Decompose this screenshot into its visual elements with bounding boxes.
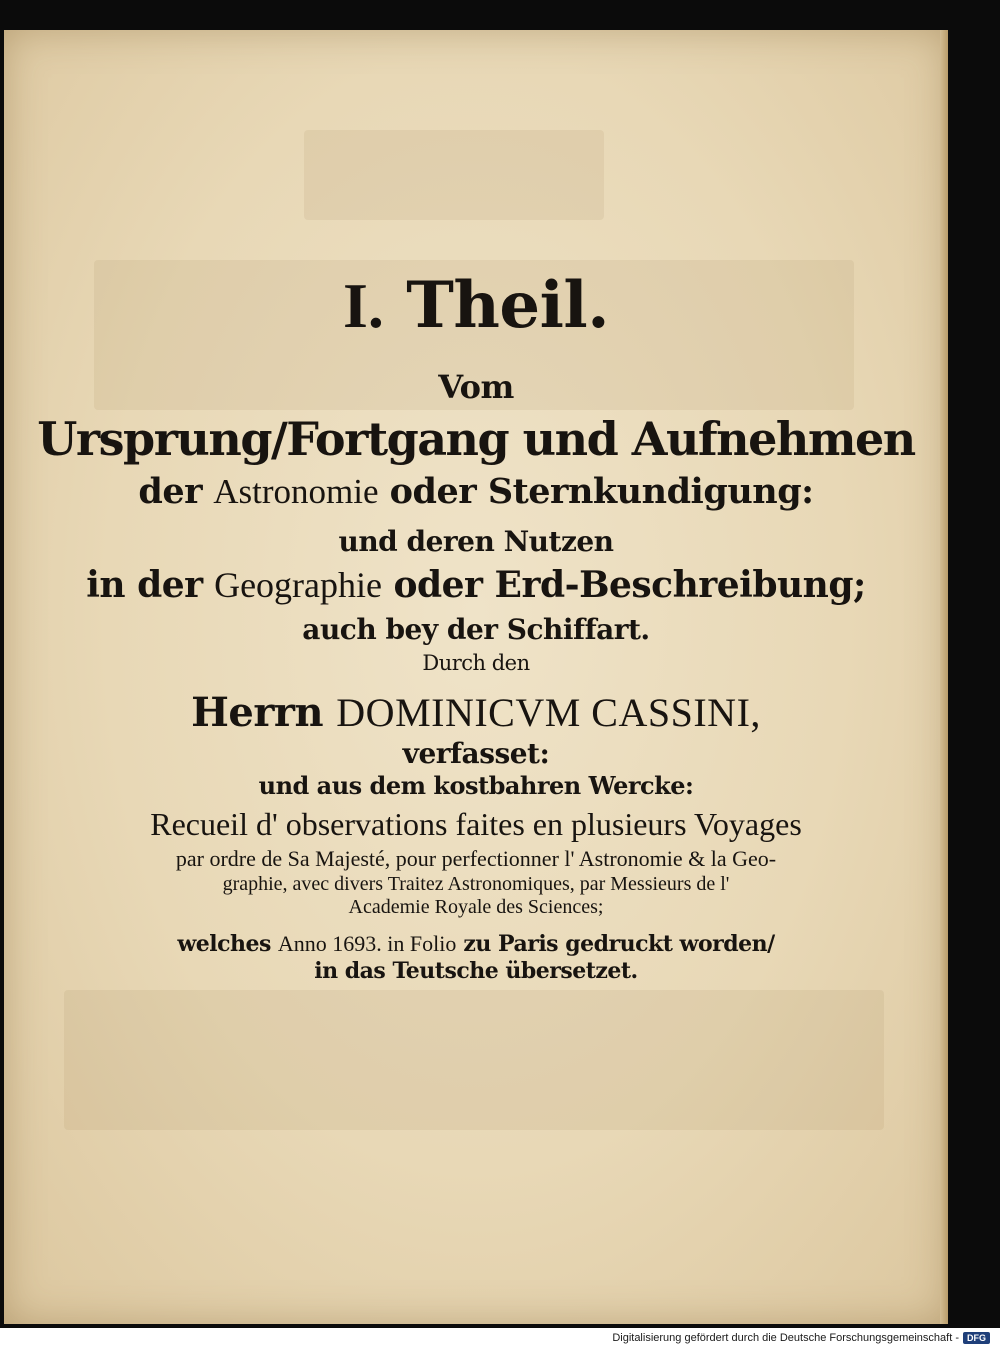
title-line-schiffart: auch bey der Schiffart. xyxy=(302,613,650,646)
bleed-through xyxy=(304,130,604,220)
bleed-through xyxy=(64,990,884,1130)
text-der: der xyxy=(138,471,203,512)
author-line xyxy=(4,689,948,736)
credit-text: Digitalisierung gefördert durch die Deutsche Forschungsgemeinschaft - xyxy=(612,1332,959,1344)
text-geographie: Geographie xyxy=(214,565,383,605)
title-line-astronomie xyxy=(4,471,948,512)
part-heading xyxy=(4,268,948,343)
imprint-line-1 xyxy=(4,931,948,957)
title-line-ursprung: Ursprung/Fortgang und Aufnehmen xyxy=(37,412,915,466)
dfg-logo: DFG xyxy=(963,1332,990,1344)
text-herrn: Herrn xyxy=(191,689,324,736)
title-line-geographie xyxy=(4,564,948,606)
text-astronomie: Astronomie xyxy=(213,472,379,511)
title-line-vom: Vom xyxy=(438,368,514,406)
french-title-line-4: Academie Royale des Sciences; xyxy=(348,896,604,918)
text-erd-beschreibung: oder Erd-Beschreibung; xyxy=(393,564,866,606)
text-welches: welches xyxy=(177,931,271,957)
title-line-durch: Durch den xyxy=(422,651,530,675)
text-sternkundigung: oder Sternkundigung: xyxy=(389,471,814,512)
digitization-credit xyxy=(612,1330,990,1346)
french-title-line-1: Recueil d' observations faites en plusieurs Voyages xyxy=(150,806,802,842)
imprint-line-2: in das Teutsche übersetzet. xyxy=(314,958,638,984)
text-paris-gedruckt: zu Paris gedruckt worden/ xyxy=(463,931,775,957)
title-line-verfasset: verfasset: xyxy=(402,737,550,770)
heading-word: Theil. xyxy=(406,268,609,343)
french-title-line-2: par ordre de Sa Majesté, pour perfectionner l' Astronomie & la Geo- xyxy=(175,846,777,871)
heading-numeral: I. xyxy=(343,270,384,341)
author-name: DOMINICVM CASSINI, xyxy=(336,690,761,735)
title-line-nutzen: und deren Nutzen xyxy=(338,525,614,558)
title-line-werk: und aus dem kostbahren Wercke: xyxy=(258,771,694,800)
french-title-line-3: graphie, avec divers Traitez Astronomiques, par Messieurs de l' xyxy=(222,873,730,895)
text-in-der: in der xyxy=(86,564,203,606)
text-anno-folio: Anno 1693. in Folio xyxy=(277,931,457,956)
book-page xyxy=(4,30,948,1324)
